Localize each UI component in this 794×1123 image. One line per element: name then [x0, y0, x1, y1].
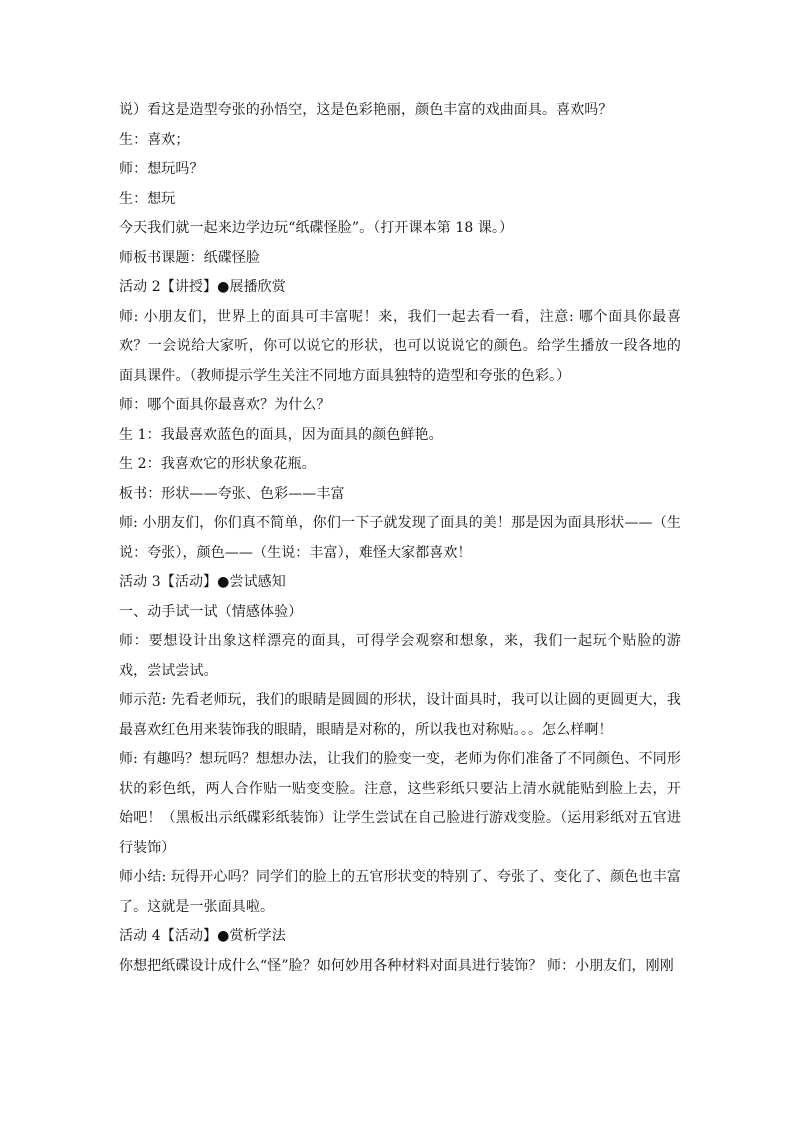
activity-heading-3: 活动 3【活动】●尝试感知 [119, 574, 286, 590]
paragraph-teacher-praise: 师: 小朋友们，你们真不简单，你们一下子就发现了面具的美！那是因为面具形状——（生说：夸张），颜色——（生说：丰富），难怪大家都喜欢！ [119, 515, 681, 561]
paragraph-which-mask: 师：哪个面具你最喜欢？为什么？ [119, 397, 331, 413]
paragraph-mask-presentation: 师: 小朋友们，世界上的面具可丰富呢！来，我们一起去看一看，注意: 哪个面具你最喜欢？一会说给大家听，你可以说它的形状，也可以说说它的颜色。给学生播放一段各地的面具课件。（教师提示学生关注不同地方面具独特的造型和夸张的色彩。） [119, 308, 681, 384]
section-heading-try: 一、动手试一试（情感体验） [119, 603, 303, 620]
paragraph-design-game: 师：要想设计出象这样漂亮的面具，可得学会观察和想象，来，我们一起玩个贴脸的游戏，尝试尝试。 [119, 633, 681, 679]
paragraph-teacher-demo: 师示范: 先看老师玩，我们的眼睛是圆圆的形状，设计面具时，我可以让圆的更圆更大，我最喜欢红色用来装饰我的眼睛，眼睛是对称的，所以我也对称贴。。。怎么样啊！ [119, 692, 681, 738]
paragraph-face-game: 师: 有趣吗？想玩吗？想想办法，让我们的脸变一变，老师为你们准备了不同颜色、不同形状的彩色纸，两人合作贴一贴变变脸。注意，这些彩纸只要沾上清水就能贴到脸上去，开始吧！（黑板出示纸碟彩纸装饰）让学生尝试在自己脸进行游戏变脸。（运用彩纸对五官进行装饰） [119, 751, 681, 856]
paragraph-intro-continuation: 说）看这是造型夸张的孙悟空，这是色彩艳丽，颜色丰富的戏曲面具。喜欢吗？ [119, 102, 613, 118]
paragraph-design-question: 你想把纸碟设计成什么“怪”脸？如何妙用各种材料对面具进行装饰？ 师：小朋友们，刚刚 [119, 957, 674, 974]
activity-heading-2: 活动 2【讲授】●展播欣赏 [119, 279, 286, 295]
paragraph-student-like: 生：喜欢； [119, 131, 190, 148]
lesson-plan-text [119, 96, 681, 981]
paragraph-board-title: 师板书课题：纸碟怪脸 [119, 249, 260, 266]
activity-heading-4: 活动 4【活动】●赏析学法 [119, 928, 286, 944]
paragraph-teacher-ask-play: 师：想玩吗？ [119, 161, 204, 177]
paragraph-board-notes: 板书：形状——夸张、色彩——丰富 [119, 485, 345, 502]
paragraph-student-1: 生 1：我最喜欢蓝色的面具，因为面具的颜色鲜艳。 [119, 426, 443, 443]
paragraph-teacher-summary: 师小结: 玩得开心吗？同学们的脸上的五官形状变的特别了、夸张了、变化了、颜色也丰富了。这就是一张面具啦。 [119, 869, 681, 915]
paragraph-student-want-play: 生：想玩 [119, 190, 176, 207]
paragraph-today-topic: 今天我们就一起来边学边玩“纸碟怪脸”。（打开课本第 18 课。） [119, 220, 514, 236]
paragraph-student-2: 生 2：我喜欢它的形状象花瓶。 [119, 456, 316, 472]
